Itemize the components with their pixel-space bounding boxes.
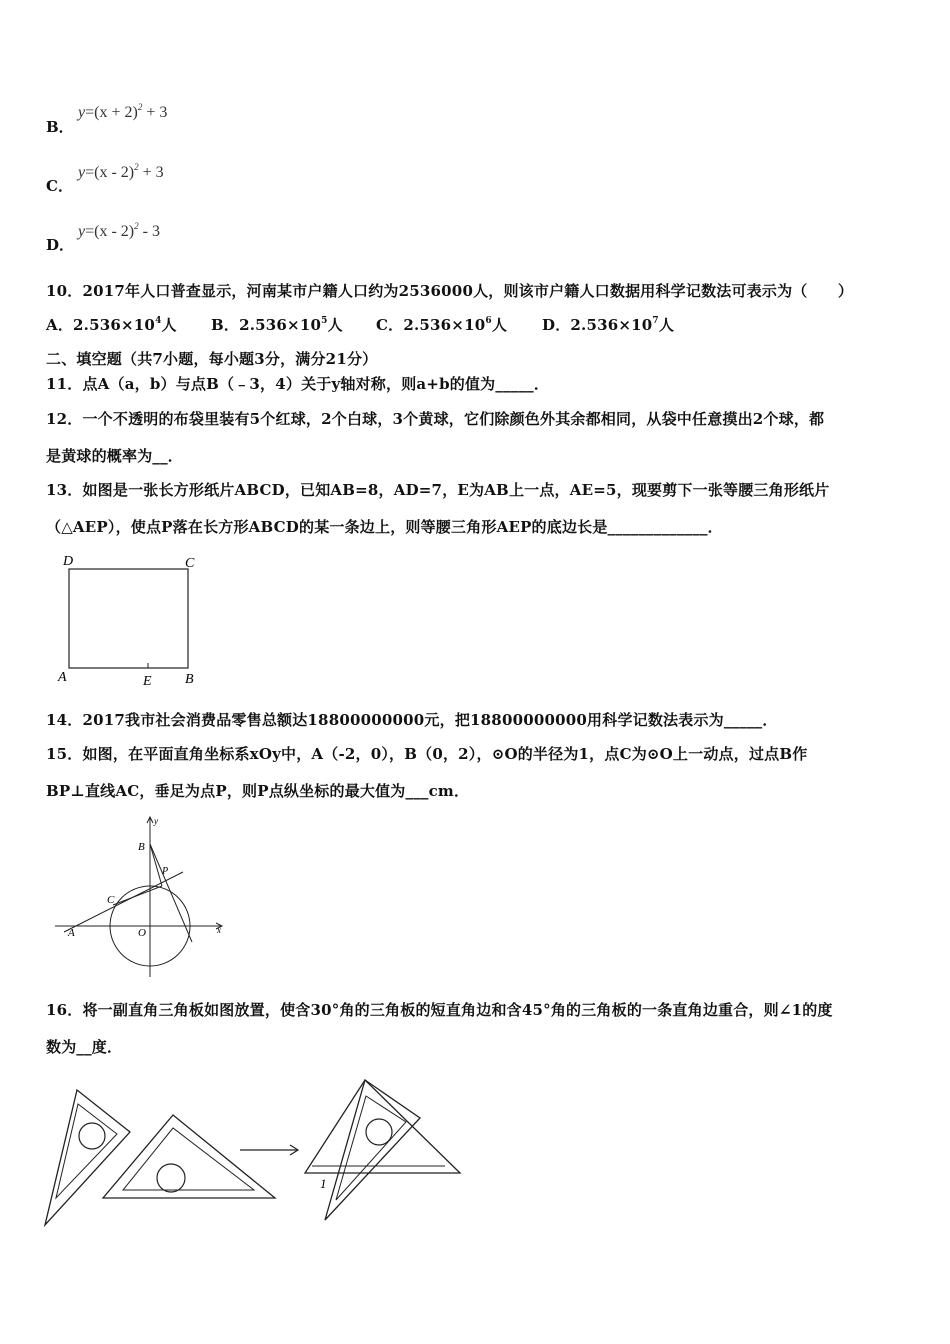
question-10-option-c: C．$2.536\times 10^6$人 <box>376 316 508 334</box>
question-15-line1: 15．如图，在平面直角坐标系xOy中，A（-2，0），B（0，2），⊙O的半径为1，点C为⊙O上一动点，过点B作 <box>46 745 808 763</box>
label-d: D <box>63 554 74 569</box>
option-c-label: C． <box>46 177 73 195</box>
question-11: 11．点A（a，b）与点B（﹣3，4）关于y轴对称，则a+b的值为_____． <box>46 375 550 393</box>
label-c: C <box>185 556 195 571</box>
question-16-line1: 16．将一副直角三角板如图放置，使含30°角的三角板的短直角边和含45°角的三角板的一条直角边重合，则∠1的度 <box>46 1001 833 1019</box>
combined-hole <box>366 1119 392 1145</box>
question-12-line1: 12．一个不透明的布袋里装有5个红球，2个白球，3个黄球，它们除颜色外其余都相同，从袋中任意摸出2个球，都 <box>46 410 825 428</box>
label-o: O <box>138 927 146 939</box>
triangle-30-left-inner <box>56 1104 117 1198</box>
rectangle-figure <box>50 550 210 690</box>
triangle-30-left <box>45 1090 130 1225</box>
option-d-formula: y=(x - 2)$^2$ - 3 <box>78 221 160 240</box>
question-13-line2: （△AEP），使点P落在长方形ABCD的某一条边上，则等腰三角形AEP的底边长是_____________． <box>46 518 723 536</box>
label-a: A <box>68 927 75 939</box>
coordinate-figure <box>50 812 230 982</box>
set-squares-figure <box>40 1070 480 1235</box>
label-b: B <box>185 672 194 687</box>
option-b-label: B． <box>46 118 74 136</box>
option-c-formula: y=(x - 2)$^2$ + 3 <box>78 162 164 181</box>
triangle-45-middle-inner <box>123 1128 254 1190</box>
question-13-line1: 13．如图是一张长方形纸片ABCD，已知AB=8，AD=7，E为AB上一点，AE=5，现要剪下一张等腰三角形纸片 <box>46 481 830 499</box>
question-12-line2: 是黄球的概率为__． <box>46 447 184 465</box>
question-10-option-a: A．$2.536\times 10^4$人 <box>46 316 177 334</box>
label-c: C <box>107 894 115 906</box>
question-10-option-d: D．$2.536\times 10^7$人 <box>542 316 675 334</box>
label-p: P <box>162 866 169 877</box>
option-b-formula: $y=(x + 2)^2 + 3$ <box>78 102 168 121</box>
question-15-line2: BP⊥直线AC，垂足为点P，则P点纵坐标的最大值为___cm． <box>46 782 470 800</box>
segment-c-p <box>113 886 162 905</box>
triangle-45-middle <box>103 1115 275 1198</box>
label-x: x <box>217 925 221 935</box>
line-ac <box>64 872 183 932</box>
section-heading: 二、填空题（共7小题，每小题3分，满分21分） <box>46 350 378 368</box>
angle-1-label: 1 <box>320 1176 327 1191</box>
label-a: A <box>58 670 67 685</box>
combined-30-inner <box>336 1096 406 1200</box>
triangle-30-left-hole <box>79 1123 105 1149</box>
question-16-line2: 数为__度． <box>46 1038 123 1056</box>
option-d-label: D． <box>46 236 75 254</box>
label-y: y <box>154 816 158 826</box>
question-10-option-b: B．$2.536\times 10^5$人 <box>211 316 343 334</box>
label-b: B <box>138 841 145 853</box>
triangle-45-middle-hole <box>157 1164 185 1192</box>
question-10: 10．2017年人口普查显示，河南某市户籍人口约为2536000人，则该市户籍人口数据用科学记数法可表示为（ ） <box>46 282 854 300</box>
question-14: 14．2017我市社会消费品零售总额达18800000000元，把18800000000用科学记数法表示为_____． <box>46 711 778 729</box>
segment-b-right <box>150 844 192 942</box>
rectangle-abcd <box>69 569 188 668</box>
combined-30-triangle <box>325 1080 420 1220</box>
segment-bp <box>150 844 162 886</box>
label-e: E <box>143 674 152 689</box>
